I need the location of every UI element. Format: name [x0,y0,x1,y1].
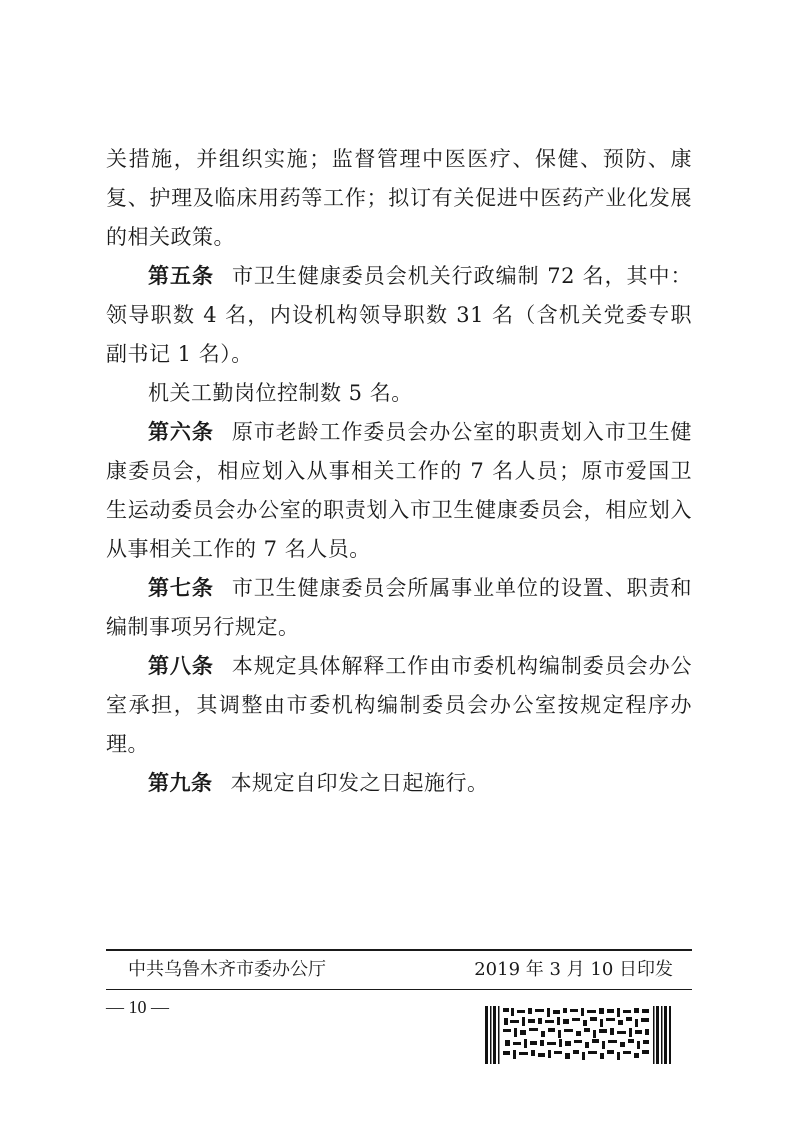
article-label: 第九条 [148,771,213,795]
barcode-icon [483,1006,673,1064]
footer-top-rule [106,949,692,951]
paragraph-continued [106,140,692,257]
paragraph-text: 本规定具体解释工作由市委机构编制委员会办公室承担，其调整由市委机构编制委员会办公室按规定程序办理。 [106,654,693,756]
footer-bottom-rule [106,989,692,990]
article-label: 第六条 [148,420,214,444]
article-label: 第七条 [148,576,214,600]
paragraph-text: 市卫生健康委员会所属事业单位的设置、职责和编制事项另行规定。 [106,576,693,639]
article-label: 第八条 [148,654,214,678]
article-6 [106,413,692,569]
paragraph-text: 市卫生健康委员会机关行政编制 72 名，其中：领导职数 4 名，内设机构领导职数 31 名（含机关党委专职副书记 1 名）。 [106,264,693,366]
issue-date: 2019 年 3 月 10 日印发 [474,959,673,980]
paragraph-text: 原市老龄工作委员会办公室的职责划入市卫生健康委员会，相应划入从事相关工作的 7 名人员；原市爱国卫生运动委员会办公室的职责划入市卫生健康委员会，相应划入从事相关工作的 7 名人员。 [106,420,693,561]
page-number: — 10 — [106,997,169,1017]
paragraph-staffing [106,374,692,413]
article-8 [106,647,692,764]
article-label: 第五条 [148,264,214,288]
issuer-name: 中共乌鲁木齐市委办公厅 [128,959,326,980]
article-7 [106,569,692,647]
article-5 [106,257,692,374]
document-body [106,140,692,803]
paragraph-text: 关措施，并组织实施；监督管理中医医疗、保健、预防、康复、护理及临床用药等工作；拟订有关促进中医药产业化发展的相关政策。 [106,147,692,249]
paragraph-text: 机关工勤岗位控制数 5 名。 [148,381,413,405]
article-9 [106,764,692,803]
paragraph-text: 本规定自印发之日起施行。 [230,771,489,795]
